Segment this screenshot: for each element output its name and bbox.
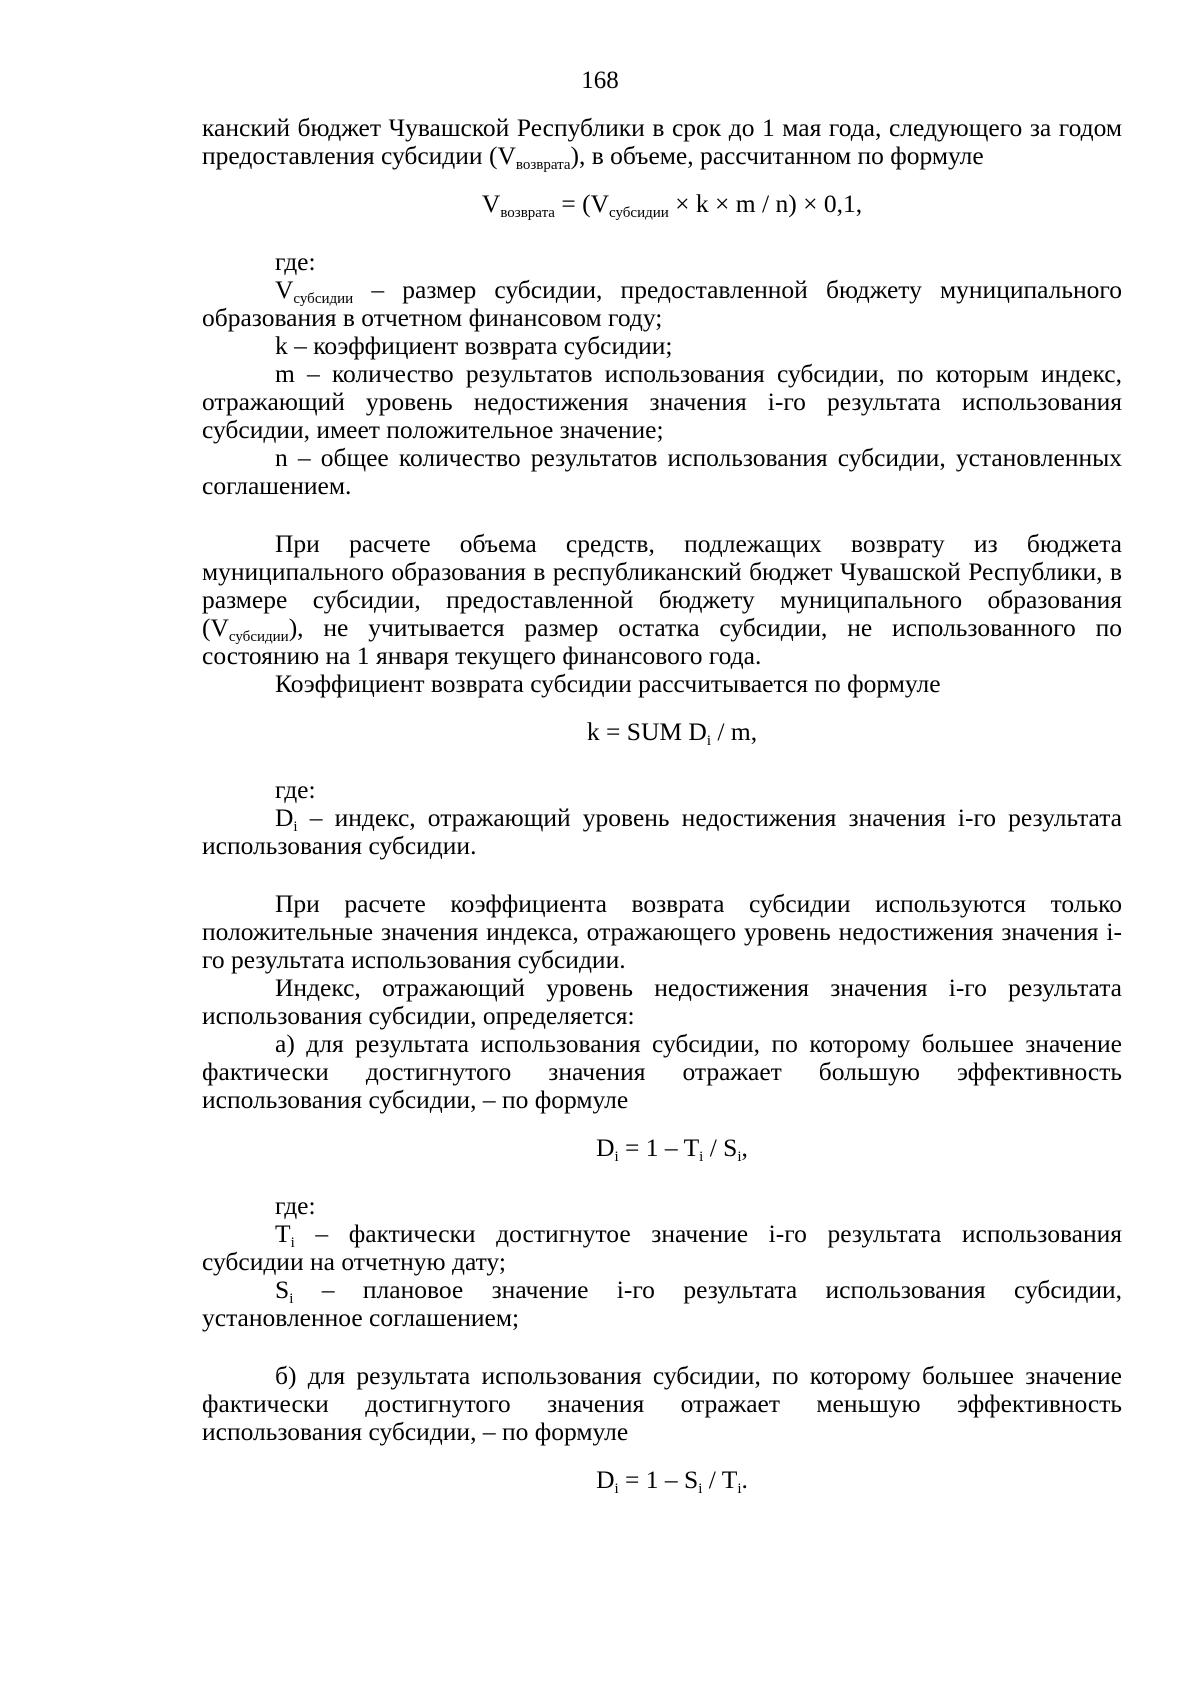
formula-part: / m, bbox=[711, 717, 758, 746]
formula-subscript: i bbox=[737, 1149, 742, 1165]
intro-paragraph bbox=[202, 113, 1122, 173]
formula-coefficient bbox=[202, 717, 1122, 749]
where-label: где: bbox=[275, 775, 316, 804]
intro-text-2: ), в объеме, рассчитанном по формуле bbox=[570, 141, 984, 170]
intro-subscript: возврата bbox=[515, 157, 571, 173]
calculation-paragraph bbox=[202, 530, 1122, 670]
definition-subscript: субсидии bbox=[293, 291, 354, 307]
where-label: где: bbox=[275, 1191, 316, 1220]
page-number: 168 bbox=[581, 67, 619, 94]
case-b-paragraph: б) для результата использования субсидии, по которому большее значение фактически достигнутого значения отражает меньшую эффективность использования субсидии, – по формуле bbox=[202, 1361, 1122, 1446]
definition-d-i bbox=[202, 804, 1122, 860]
definition-subscript: i bbox=[290, 1235, 295, 1251]
definition-s-i bbox=[202, 1276, 1122, 1332]
formula-subscript: i bbox=[614, 1149, 619, 1165]
calc-subscript: субсидии bbox=[228, 629, 289, 645]
formula-subscript: субсидии bbox=[609, 205, 669, 221]
formula-part: D bbox=[596, 1133, 615, 1162]
definition-subscript: i bbox=[289, 1291, 294, 1307]
formula-part: , bbox=[741, 1133, 748, 1162]
definition-text: – индекс, отражающий уровень недостижения значения i-го результата использования субсидии. bbox=[202, 803, 1122, 860]
formula-subscript: i bbox=[698, 1481, 703, 1497]
formula-part: V bbox=[481, 189, 501, 218]
definition-symbol: T bbox=[275, 1219, 291, 1248]
case-a-paragraph: а) для результата использования субсидии, по которому большее значение фактически достигнутого значения отражает большую эффективность использования субсидии, – по формуле bbox=[202, 1029, 1122, 1114]
formula-case-a bbox=[202, 1133, 1122, 1165]
formula-subscript: i bbox=[614, 1481, 619, 1497]
formula-subscript: i bbox=[737, 1481, 742, 1497]
intro-text-1: канский бюджет Чувашской Республики в срок до 1 мая года, следующего за годом предоставления субсидии (V bbox=[202, 113, 1122, 170]
formula-subscript: возврата bbox=[500, 205, 555, 221]
formula-part: = 1 – T bbox=[618, 1133, 700, 1162]
formula-part: k = SUM D bbox=[586, 717, 707, 746]
index-paragraph: Индекс, отражающий уровень недостижения значения i-го результата использования субсидии, определяется: bbox=[202, 973, 1122, 1030]
formula-part: = (V bbox=[554, 189, 610, 218]
positive-values-paragraph: При расчете коэффициента возврата субсидии используются только положительные значения индекса, отражающего уровень недостижения значения i-го результата использования субсидии. bbox=[202, 889, 1122, 974]
document-body bbox=[202, 113, 1122, 1497]
definition-m: m – количество результатов использования субсидии, по которым индекс, отражающий уровень недостижения значения i-го результата использования субсидии, имеет положительное значение; bbox=[202, 359, 1122, 444]
formula-part: . bbox=[741, 1465, 748, 1494]
definition-n: n – общее количество результатов использования субсидии, установленных соглашением. bbox=[202, 443, 1122, 500]
calc-text-2: ), не учитывается размер остатка субсидии, не использованного по состоянию на 1 января текущего финансового года. bbox=[202, 613, 1122, 670]
definition-symbol: S bbox=[275, 1275, 290, 1304]
formula-part: D bbox=[596, 1465, 615, 1494]
formula-subscript: i bbox=[699, 1149, 704, 1165]
formula-part: = 1 – S bbox=[618, 1465, 699, 1494]
formula-refund-volume bbox=[202, 189, 1122, 221]
definition-k: k – коэффициент возврата субсидии; bbox=[275, 331, 673, 360]
where-label: где: bbox=[275, 247, 316, 276]
definition-symbol: V bbox=[275, 275, 294, 304]
definition-t-i bbox=[202, 1220, 1122, 1276]
formula-part: × k × m / n) × 0,1, bbox=[668, 189, 863, 218]
definition-text: – плановое значение i-го результата использования субсидии, установленное соглашением; bbox=[202, 1275, 1122, 1332]
calc-text-1: При расчете объема средств, подлежащих возврату из бюджета муниципального образования в республиканский бюджет Чувашской Республики, в размере субсидии, предоставленной бюджету муниципального образования (V bbox=[202, 529, 1122, 642]
definition-v-subsidy bbox=[202, 276, 1122, 332]
formula-part: / S bbox=[703, 1133, 738, 1162]
definition-text: – размер субсидии, предоставленной бюджету муниципального образования в отчетном финансовом году; bbox=[202, 275, 1122, 332]
coefficient-paragraph: Коэффициент возврата субсидии рассчитывается по формуле bbox=[275, 669, 941, 698]
definition-symbol: D bbox=[275, 803, 294, 832]
definition-subscript: i bbox=[293, 819, 298, 835]
formula-case-b bbox=[202, 1465, 1122, 1497]
definition-text: – фактически достигнутое значение i-го результата использования субсидии на отчетную дату; bbox=[202, 1219, 1122, 1276]
formula-subscript: i bbox=[706, 733, 712, 749]
formula-part: / T bbox=[702, 1465, 738, 1494]
